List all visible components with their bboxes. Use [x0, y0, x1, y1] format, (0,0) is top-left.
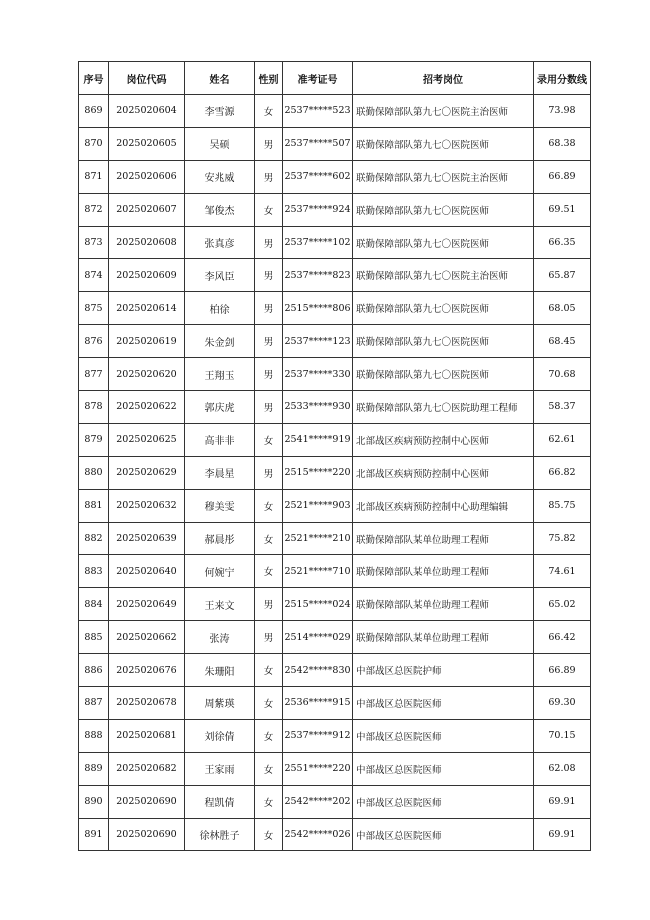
header-post-code: 岗位代码	[109, 62, 185, 95]
cell-name: 柏徐	[185, 292, 255, 325]
cell-exam-id: 2541*****919	[283, 423, 353, 456]
cell-post-code: 2025020662	[109, 621, 185, 654]
cell-score-line: 70.68	[534, 358, 591, 391]
table-row	[79, 752, 591, 785]
table-row	[79, 292, 591, 325]
cell-exam-id: 2536*****915	[283, 687, 353, 720]
cell-serial: 869	[79, 95, 109, 128]
table-row	[79, 522, 591, 555]
cell-post-code: 2025020609	[109, 259, 185, 292]
cell-post-code: 2025020629	[109, 456, 185, 489]
cell-serial: 883	[79, 555, 109, 588]
cell-position: 联勤保障部队第九七〇医院主治医师	[353, 259, 534, 292]
cell-gender: 女	[255, 522, 283, 555]
cell-exam-id: 2537*****123	[283, 325, 353, 358]
cell-exam-id: 2542*****026	[283, 818, 353, 851]
table-row	[79, 95, 591, 128]
cell-name: 朱珊阳	[185, 654, 255, 687]
cell-name: 李雪源	[185, 95, 255, 128]
cell-position: 中部战区总医院医师	[353, 752, 534, 785]
table-row	[79, 785, 591, 818]
cell-post-code: 2025020614	[109, 292, 185, 325]
cell-score-line: 65.02	[534, 588, 591, 621]
cell-post-code: 2025020622	[109, 391, 185, 424]
cell-gender: 女	[255, 193, 283, 226]
cell-score-line: 74.61	[534, 555, 591, 588]
results-table-container	[78, 61, 591, 851]
cell-position: 北部战区疾病预防控制中心医师	[353, 456, 534, 489]
table-row	[79, 259, 591, 292]
cell-gender: 女	[255, 555, 283, 588]
cell-exam-id: 2521*****710	[283, 555, 353, 588]
cell-post-code: 2025020690	[109, 785, 185, 818]
cell-exam-id: 2537*****924	[283, 193, 353, 226]
cell-serial: 876	[79, 325, 109, 358]
cell-position: 北部战区疾病预防控制中心助理编辑	[353, 489, 534, 522]
cell-post-code: 2025020605	[109, 127, 185, 160]
cell-exam-id: 2537*****602	[283, 160, 353, 193]
cell-position: 联勤保障部队某单位助理工程师	[353, 588, 534, 621]
table-row	[79, 654, 591, 687]
cell-gender: 男	[255, 456, 283, 489]
table-row	[79, 391, 591, 424]
cell-name: 高非非	[185, 423, 255, 456]
cell-serial: 885	[79, 621, 109, 654]
cell-gender: 女	[255, 423, 283, 456]
cell-score-line: 69.51	[534, 193, 591, 226]
cell-name: 王家雨	[185, 752, 255, 785]
cell-position: 联勤保障部队某单位助理工程师	[353, 621, 534, 654]
cell-name: 徐林胜子	[185, 818, 255, 851]
cell-name: 穆美雯	[185, 489, 255, 522]
cell-score-line: 66.35	[534, 226, 591, 259]
cell-name: 郝晨彤	[185, 522, 255, 555]
table-row	[79, 621, 591, 654]
cell-gender: 女	[255, 687, 283, 720]
cell-post-code: 2025020607	[109, 193, 185, 226]
cell-exam-id: 2551*****220	[283, 752, 353, 785]
cell-score-line: 69.91	[534, 818, 591, 851]
cell-score-line: 69.91	[534, 785, 591, 818]
cell-exam-id: 2537*****102	[283, 226, 353, 259]
cell-position: 联勤保障部队第九七〇医院主治医师	[353, 95, 534, 128]
cell-serial: 872	[79, 193, 109, 226]
cell-exam-id: 2521*****210	[283, 522, 353, 555]
table-header-row	[79, 62, 591, 95]
cell-exam-id: 2537*****823	[283, 259, 353, 292]
cell-score-line: 69.30	[534, 687, 591, 720]
cell-position: 联勤保障部队第九七〇医院医师	[353, 127, 534, 160]
cell-serial: 875	[79, 292, 109, 325]
cell-gender: 男	[255, 358, 283, 391]
cell-serial: 874	[79, 259, 109, 292]
cell-serial: 884	[79, 588, 109, 621]
cell-exam-id: 2515*****220	[283, 456, 353, 489]
cell-serial: 881	[79, 489, 109, 522]
cell-gender: 男	[255, 621, 283, 654]
cell-score-line: 65.87	[534, 259, 591, 292]
table-row	[79, 193, 591, 226]
cell-post-code: 2025020678	[109, 687, 185, 720]
cell-score-line: 75.82	[534, 522, 591, 555]
cell-exam-id: 2515*****806	[283, 292, 353, 325]
cell-position: 联勤保障部队第九七〇医院医师	[353, 358, 534, 391]
admission-results-table	[78, 61, 591, 851]
cell-serial: 873	[79, 226, 109, 259]
cell-post-code: 2025020690	[109, 818, 185, 851]
cell-score-line: 66.42	[534, 621, 591, 654]
cell-post-code: 2025020639	[109, 522, 185, 555]
cell-name: 刘徐倩	[185, 719, 255, 752]
cell-name: 何婉宁	[185, 555, 255, 588]
cell-exam-id: 2537*****912	[283, 719, 353, 752]
table-row	[79, 719, 591, 752]
cell-name: 邹俊杰	[185, 193, 255, 226]
cell-post-code: 2025020608	[109, 226, 185, 259]
cell-position: 联勤保障部队第九七〇医院助理工程师	[353, 391, 534, 424]
cell-serial: 877	[79, 358, 109, 391]
table-row	[79, 456, 591, 489]
cell-name: 吴硕	[185, 127, 255, 160]
cell-name: 张真彦	[185, 226, 255, 259]
table-row	[79, 687, 591, 720]
cell-position: 中部战区总医院医师	[353, 818, 534, 851]
cell-exam-id: 2537*****330	[283, 358, 353, 391]
cell-serial: 879	[79, 423, 109, 456]
header-gender: 性别	[255, 62, 283, 95]
cell-post-code: 2025020625	[109, 423, 185, 456]
cell-position: 联勤保障部队第九七〇医院医师	[353, 325, 534, 358]
cell-position: 联勤保障部队某单位助理工程师	[353, 555, 534, 588]
cell-serial: 889	[79, 752, 109, 785]
cell-gender: 男	[255, 226, 283, 259]
cell-exam-id: 2515*****024	[283, 588, 353, 621]
cell-serial: 880	[79, 456, 109, 489]
table-row	[79, 325, 591, 358]
table-row	[79, 226, 591, 259]
cell-name: 周紫瑛	[185, 687, 255, 720]
table-row	[79, 127, 591, 160]
cell-position: 中部战区总医院医师	[353, 687, 534, 720]
cell-position: 联勤保障部队第九七〇医院医师	[353, 193, 534, 226]
cell-serial: 871	[79, 160, 109, 193]
cell-name: 程凯倩	[185, 785, 255, 818]
cell-score-line: 68.45	[534, 325, 591, 358]
cell-post-code: 2025020632	[109, 489, 185, 522]
cell-position: 联勤保障部队第九七〇医院主治医师	[353, 160, 534, 193]
cell-gender: 男	[255, 588, 283, 621]
cell-position: 中部战区总医院医师	[353, 719, 534, 752]
table-row	[79, 489, 591, 522]
cell-name: 王来文	[185, 588, 255, 621]
table-row	[79, 555, 591, 588]
cell-score-line: 68.38	[534, 127, 591, 160]
cell-gender: 女	[255, 489, 283, 522]
cell-post-code: 2025020640	[109, 555, 185, 588]
cell-score-line: 73.98	[534, 95, 591, 128]
cell-position: 中部战区总医院医师	[353, 785, 534, 818]
table-row	[79, 358, 591, 391]
cell-post-code: 2025020604	[109, 95, 185, 128]
cell-position: 联勤保障部队第九七〇医院医师	[353, 292, 534, 325]
cell-post-code: 2025020681	[109, 719, 185, 752]
cell-score-line: 62.08	[534, 752, 591, 785]
header-name: 姓名	[185, 62, 255, 95]
cell-exam-id: 2537*****507	[283, 127, 353, 160]
cell-score-line: 58.37	[534, 391, 591, 424]
cell-post-code: 2025020619	[109, 325, 185, 358]
cell-post-code: 2025020620	[109, 358, 185, 391]
table-row	[79, 588, 591, 621]
header-exam-id: 准考证号	[283, 62, 353, 95]
cell-exam-id: 2537*****523	[283, 95, 353, 128]
cell-name: 郭庆虎	[185, 391, 255, 424]
cell-name: 王翔玉	[185, 358, 255, 391]
cell-position: 联勤保障部队第九七〇医院医师	[353, 226, 534, 259]
cell-exam-id: 2514*****029	[283, 621, 353, 654]
cell-gender: 女	[255, 654, 283, 687]
cell-gender: 男	[255, 259, 283, 292]
cell-serial: 882	[79, 522, 109, 555]
table-row	[79, 423, 591, 456]
cell-serial: 890	[79, 785, 109, 818]
cell-score-line: 66.82	[534, 456, 591, 489]
cell-gender: 男	[255, 391, 283, 424]
table-row	[79, 160, 591, 193]
header-serial: 序号	[79, 62, 109, 95]
cell-serial: 870	[79, 127, 109, 160]
cell-position: 北部战区疾病预防控制中心医师	[353, 423, 534, 456]
cell-name: 李晨星	[185, 456, 255, 489]
cell-serial: 887	[79, 687, 109, 720]
cell-exam-id: 2533*****930	[283, 391, 353, 424]
cell-serial: 891	[79, 818, 109, 851]
cell-serial: 888	[79, 719, 109, 752]
cell-post-code: 2025020682	[109, 752, 185, 785]
header-position: 招考岗位	[353, 62, 534, 95]
cell-gender: 男	[255, 127, 283, 160]
cell-serial: 878	[79, 391, 109, 424]
cell-gender: 男	[255, 292, 283, 325]
cell-name: 安兆威	[185, 160, 255, 193]
cell-post-code: 2025020606	[109, 160, 185, 193]
table-row	[79, 818, 591, 851]
cell-post-code: 2025020649	[109, 588, 185, 621]
cell-exam-id: 2542*****830	[283, 654, 353, 687]
cell-score-line: 66.89	[534, 160, 591, 193]
cell-gender: 女	[255, 752, 283, 785]
cell-position: 联勤保障部队某单位助理工程师	[353, 522, 534, 555]
cell-exam-id: 2521*****903	[283, 489, 353, 522]
cell-gender: 男	[255, 325, 283, 358]
cell-serial: 886	[79, 654, 109, 687]
cell-position: 中部战区总医院护师	[353, 654, 534, 687]
cell-gender: 女	[255, 95, 283, 128]
cell-score-line: 66.89	[534, 654, 591, 687]
cell-gender: 男	[255, 160, 283, 193]
cell-score-line: 85.75	[534, 489, 591, 522]
cell-post-code: 2025020676	[109, 654, 185, 687]
cell-gender: 女	[255, 818, 283, 851]
cell-exam-id: 2542*****202	[283, 785, 353, 818]
cell-gender: 女	[255, 785, 283, 818]
cell-gender: 女	[255, 719, 283, 752]
cell-name: 张涛	[185, 621, 255, 654]
cell-score-line: 62.61	[534, 423, 591, 456]
cell-name: 朱金剑	[185, 325, 255, 358]
header-score-line: 录用分数线	[534, 62, 591, 95]
cell-name: 李风臣	[185, 259, 255, 292]
table-body	[79, 95, 591, 851]
cell-score-line: 70.15	[534, 719, 591, 752]
cell-score-line: 68.05	[534, 292, 591, 325]
